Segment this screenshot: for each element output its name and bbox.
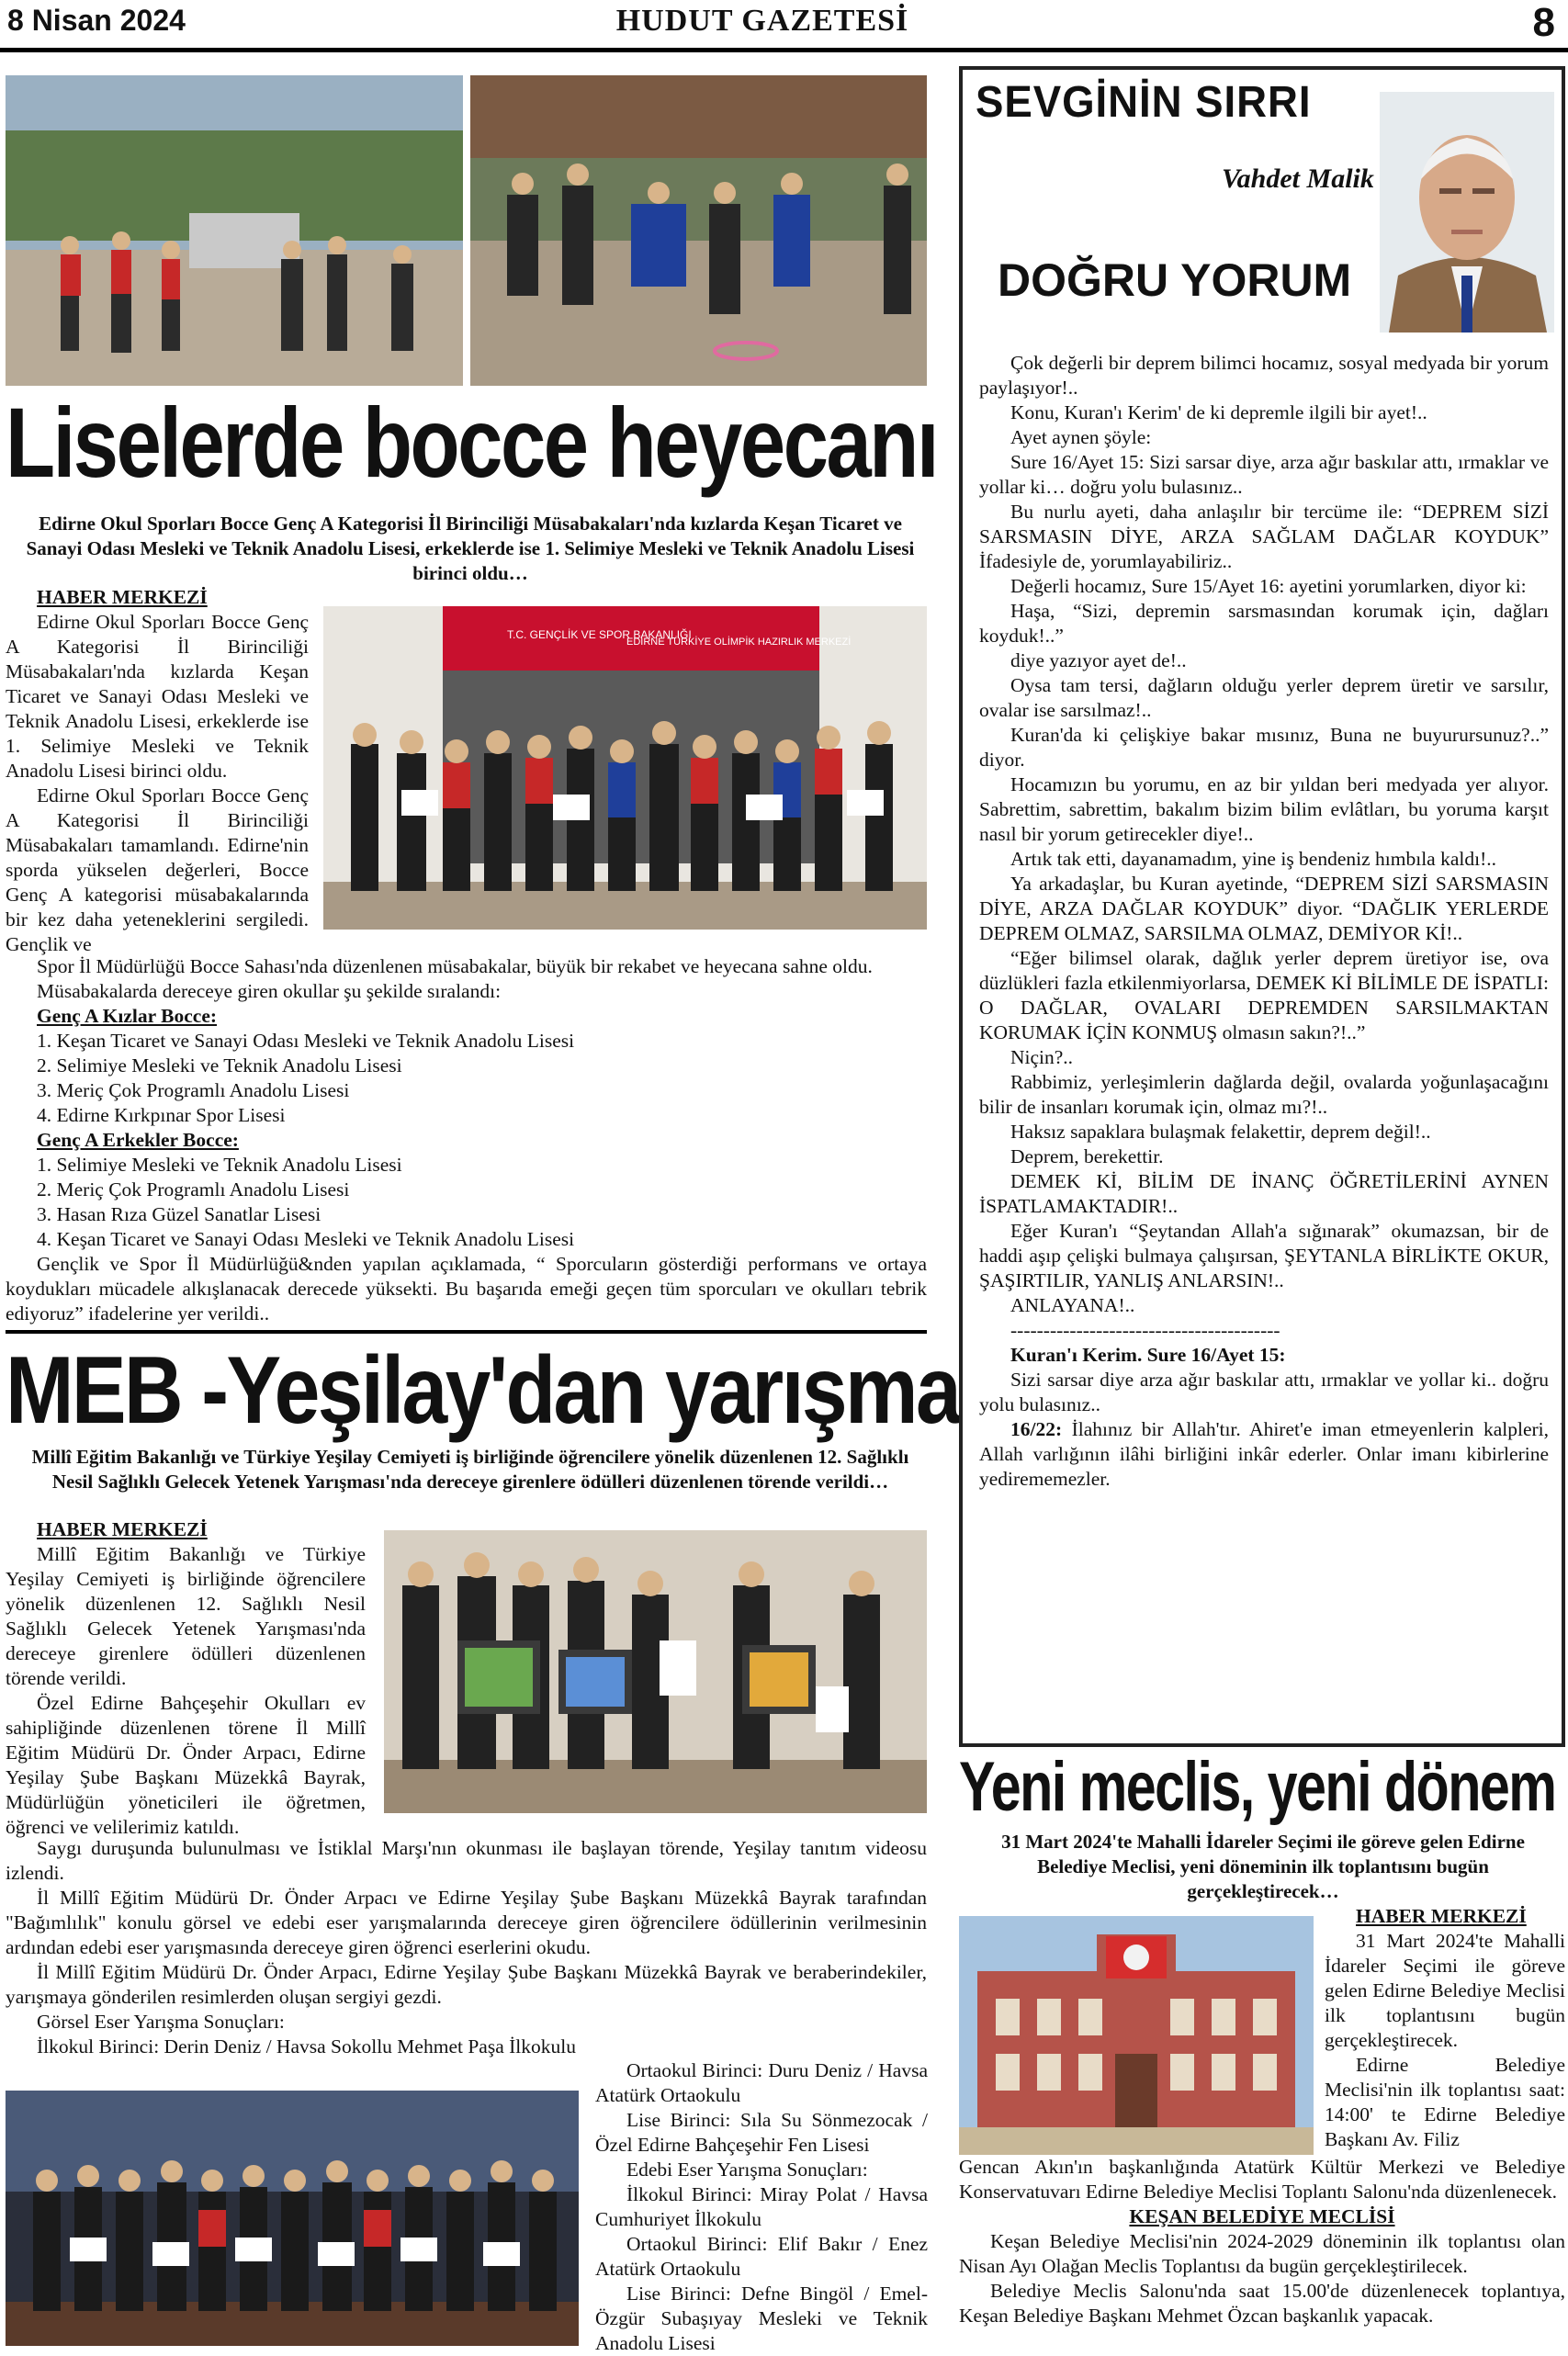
- bocce-body-wide: [6, 954, 927, 1326]
- column-subtitle: DOĞRU YORUM: [998, 254, 1352, 306]
- headline-yeni-meclis: Yeni meclis, yeni dönem: [959, 1748, 1556, 1826]
- kesan-subtitle: KEŞAN BELEDİYE MECLİSİ: [1129, 2205, 1395, 2227]
- girls-2: 2. Selimiye Mesleki ve Teknik Anadolu Lisesi: [37, 1054, 402, 1077]
- meb-body-wide: [6, 1836, 927, 2059]
- meb-body-narrow: [6, 1517, 366, 1840]
- meb-para-5: İl Millî Eğitim Müdürü Dr. Önder Arpacı, Edirne Yeşilay Şube Başkanı Müzekkâ Bayrak ve beraberindekiler, yarışmaya gönderilen resimlerden oluşan sergiyi gezdi.: [6, 1961, 927, 2008]
- photo-sign-left: T.C. GENÇLİK VE SPOR BAKANLIĞI: [507, 628, 692, 641]
- meb-visual-results-title: Görsel Eser Yarışma Sonuçları:: [37, 2011, 285, 2033]
- bocce-intro: Müsabakalarda dereceye giren okullar şu şekilde sıralandı:: [37, 980, 502, 1002]
- issue-date: 8 Nisan 2024: [7, 4, 186, 37]
- column-para-17: Haksız sapaklara bulaşmak felakettir, deprem değil!..: [1010, 1121, 1431, 1143]
- column-ref-text: Sizi sarsar diye arza ağır baskılar attı, ırmaklar ve yollar ki.. doğru yolu bulasınız..: [979, 1369, 1549, 1415]
- meb-para-4: İl Millî Eğitim Müdürü Dr. Önder Arpacı ve Edirne Yeşilay Şube Başkanı Müzekkâ Bayrak tarafından "Bağımlılık" konulu görsel ve edebi eser yarışmalarında dereceye giren öğrencilere ödüllerinin verilmesinin ardından edebi eser yarışmasında dereceye giren öğrenci eserlerini okudu.: [6, 1887, 927, 1958]
- meb-ceremony-photo: [6, 2091, 579, 2346]
- column-para-11: Hocamızın bu yorumu, en az bir yıldan beri medyada yer alıyor. Sabrettim, sabrettim, bakalım bizim bilim evlâtları, bu yoruma karşıt nasıl bir yorum getirecekler diye!..: [979, 773, 1549, 845]
- kesan-para-1: Keşan Belediye Meclisi'nin 2024-2029 döneminin ilk toplantısı olan Nisan Ayı Olağan Meclis Toplantısı da bugün gerçekleştirilecek.: [959, 2230, 1565, 2277]
- meclis-body-wide: [959, 2155, 1565, 2328]
- column-para-9: Oysa tam tersi, dağların olduğu yerler deprem üretir ve sarsılır, ovalar ise sarsılmaz!..: [979, 674, 1549, 721]
- bocce-group-photo: [323, 606, 927, 930]
- meb-para-2: Özel Edirne Bahçeşehir Okulları ev sahipliğinde düzenlenen törene İl Millî Eğitim Müdürü Dr. Önder Arpacı, Edirne Yeşilay Şube Başkanı Müzekkâ Bayrak, Müdürlüğün yöneticileri ile öğretmen, öğrenci ve velilerimiz katıldı.: [6, 1692, 366, 1838]
- meb-literary-primary: İlkokul Birinci: Miray Polat / Havsa Cumhuriyet İlkokulu: [595, 2183, 928, 2230]
- bocce-para-1: Edirne Okul Sporları Bocce Genç A Kategorisi İl Birinciliği Müsabakaları'nda kızlarda Keşan Ticaret ve Sanayi Odası Mesleki ve Teknik Anadolu Lisesi, erkeklerde ise 1. Selimiye Mesleki ve Teknik Anadolu Lisesi birinci oldu.: [6, 611, 309, 782]
- meb-body-right: [595, 2058, 928, 2356]
- girls-3: 3. Meriç Çok Programlı Anadolu Lisesi: [37, 1079, 350, 1101]
- bocce-photo-right: [470, 75, 927, 386]
- page-number: 8: [1532, 0, 1555, 45]
- bocce-photo-left: [6, 75, 463, 386]
- column-para-19: DEMEK Kİ, BİLİM DE İNANÇ ÖĞRETİLERİNİ AYNEN İSPATLAMAKTADIR!..: [979, 1170, 1549, 1217]
- column-author: Vahdet Malik: [1222, 163, 1374, 194]
- bocce-body-narrow: [6, 585, 309, 957]
- column-para-7: Haşa, “Sizi, depremin sarsmasından korumak için, dağları koyduk!..”: [979, 600, 1549, 647]
- meb-literary-middle: Ortaokul Birinci: Elif Bakır / Enez Atatürk Ortaokulu: [595, 2233, 928, 2280]
- column-para-14: “Eğer bilimsel olarak, dağlık yerler deprem üretiyor ise, ova düzlükleri fazla etkilenmiyorlarsa, DEMEK Kİ BİLİMLE DE İSPATLI: O DAĞLAR, OVALARI DEPREMDEN SARSILMAKTAN KORUMAK İÇİN KONMUŞ olmasın sakın?!..”: [979, 947, 1549, 1043]
- column-para-4: Sure 16/Ayet 15: Sizi sarsar diye, arza ağır baskılar attı, ırmaklar ve yollar ki… doğru yolu bulasınız..: [979, 451, 1549, 498]
- column-ref2-text: İlahınız bir Allah'tır. Ahiret'e iman etmeyenlerin kalpleri, Allah varlığının ilâhi birliğini inkâr ederler. Onlar imanı kibirlerine yedirememezler.: [979, 1418, 1549, 1490]
- column-para-13: Ya arkadaşlar, bu Kuran ayetinde, “DEPREM SİZİ SARSMASIN DİYE, ARZA DAĞLAR KOYDUK” diyor. “DAĞLIK YERLERDE DEPREM OLMAZ, SARSILMA OLMAZ, DEMİYOR Kİ!..: [979, 873, 1549, 944]
- meb-para-1: Millî Eğitim Bakanlığı ve Türkiye Yeşilay Cemiyeti iş birliğinde öğrencilere yönelik düzenlenen 12. Sağlıklı Nesil Sağlıklı Gelecek Yetenek Yarışması'nda dereceye girenlere ödülleri düzenlenen törende verildi.: [6, 1543, 366, 1689]
- meb-literary-title: Edebi Eser Yarışma Sonuçları:: [626, 2159, 868, 2181]
- meb-visual-middle: Ortaokul Birinci: Duru Deniz / Havsa Atatürk Ortaokulu: [595, 2059, 928, 2106]
- meclis-para-1: 31 Mart 2024'te Mahalli İdareler Seçimi ile göreve gelen Edirne Belediye Meclisi ilk toplantısını bugün gerçekleştirecek.: [1325, 1930, 1565, 2051]
- boys-3: 3. Hasan Rıza Güzel Sanatlar Lisesi: [37, 1203, 321, 1225]
- column-para-15: Niçin?..: [1010, 1046, 1074, 1068]
- column-para-10: Kuran'da ki çelişkiye bakar mısınız, Buna ne buyurursunuz?..” diyor.: [979, 724, 1549, 771]
- author-portrait: [1380, 92, 1554, 333]
- column-ref2-label: 16/22:: [1010, 1418, 1063, 1440]
- headline-bocce: Liselerde bocce heyecanı: [6, 387, 938, 498]
- girls-title: Genç A Kızlar Bocce:: [37, 1005, 218, 1027]
- meclis-para-3: Gencan Akın'ın başkanlığında Atatürk Kültür Merkezi ve Belediye Konservatuvarı Edirne Belediye Meclisi Toplantı Salonu'nda düzenlenecek.: [959, 2156, 1565, 2203]
- bocce-closing: Gençlik ve Spor İl Müdürlüğü&nden yapılan açıklamada, “ Sporcuların gösterdiği performans ve ortaya koydukları mücadele alkışlanacak derecede yüksekti. Bu başarıda emeği geçen tüm sporcuları ve okulları tebrik ediyoruz” ifadelerine yer verildi..: [6, 1253, 927, 1325]
- newspaper-name: HUDUT GAZETESİ: [615, 4, 909, 38]
- meclis-summary: 31 Mart 2024'te Mahalli İdareler Seçimi ile göreve gelen Edirne Belediye Meclisi, yeni döneminin ilk toplantısını bugün gerçekleştirecek…: [1001, 1831, 1525, 1902]
- column-ref2: [979, 1417, 1549, 1492]
- column-divider: -----------------------------------------: [1010, 1319, 1280, 1341]
- column-para-20: Eğer Kuran'ı “Şeytandan Allah'a sığınarak” okumazsan, bir de haddi aşıp çelişki bulmaya çalışırsan, ŞEYTANLA BİRLİKTE OKUR, ŞAŞIRTILIR, YANLIŞ ANLARSIN!..: [979, 1220, 1549, 1291]
- article-divider: [6, 1330, 927, 1334]
- headline-meb-yesilay: MEB -Yeşilay'dan yarışma: [6, 1337, 960, 1444]
- column-para-16: Rabbimiz, yerleşimlerin dağlarda değil, ovalarda yoğunlaşacağını bilir de insanları korumak için, olmaz mı?!..: [979, 1071, 1549, 1118]
- column-para-6: Değerli hocamız, Sure 15/Ayet 16: ayetini yorumlarken, diyor ki:: [1010, 575, 1527, 597]
- boys-2: 2. Meriç Çok Programlı Anadolu Lisesi: [37, 1178, 350, 1201]
- bocce-para-2: Edirne Okul Sporları Bocce Genç A Kategorisi İl Birinciliği Müsabakaları tamamlandı. Edirne'nin sporda yükselen değerleri, Bocce Genç A kategorisi müsabakalarında bir kez daha yeteneklerini sergiledi. Gençlik ve: [6, 784, 309, 955]
- column-para-8: diye yazıyor ayet de!..: [1010, 649, 1187, 671]
- bocce-summary: Edirne Okul Sporları Bocce Genç A Kategorisi İl Birinciliği Müsabakaları'nda kızlarda Keşan Ticaret ve Sanayi Odası Mesleki ve Teknik Anadolu Lisesi, erkeklerde ise 1. Selimiye Mesleki ve Teknik Anadolu Lisesi birinci oldu…: [26, 513, 915, 584]
- column-para-5: Bu nurlu ayeti, daha anlaşılır bir tercüme ile: “DEPREM SİZİ SARSMASIN DİYE, ARZA SAĞLAM DAĞLAR KOYDUK” İfadesiyle de, yorumlayabiliriz..: [979, 501, 1549, 572]
- column-para-21: ANLAYANA!..: [1010, 1294, 1135, 1316]
- boys-1: 1. Selimiye Mesleki ve Teknik Anadolu Lisesi: [37, 1154, 402, 1176]
- meb-visual-primary: İlkokul Birinci: Derin Deniz / Havsa Sokollu Mehmet Paşa İlkokulu: [37, 2035, 576, 2057]
- meclis-byline: HABER MERKEZİ: [1356, 1905, 1527, 1927]
- photo-sign-right: EDİRNE TÜRKİYE OLİMPİK HAZIRLIK MERKEZİ: [626, 637, 852, 648]
- girls-4: 4. Edirne Kırkpınar Spor Lisesi: [37, 1104, 286, 1126]
- girls-1: 1. Keşan Ticaret ve Sanayi Odası Mesleki ve Teknik Anadolu Lisesi: [37, 1030, 575, 1052]
- boys-4: 4. Keşan Ticaret ve Sanayi Odası Mesleki ve Teknik Anadolu Lisesi: [37, 1228, 575, 1250]
- column-para-12: Artık tak etti, dayanamadım, yine iş bendeniz hımbıla kaldı!..: [1010, 848, 1496, 870]
- column-ref-title: Kuran'ı Kerim. Sure 16/Ayet 15:: [1010, 1344, 1286, 1366]
- bocce-para-3: Spor İl Müdürlüğü Bocce Sahası'nda düzenlenen müsabakalar, büyük bir rekabet ve heyecana sahne oldu.: [37, 955, 873, 977]
- bocce-byline: HABER MERKEZİ: [37, 586, 208, 608]
- meb-para-3: Saygı duruşunda bulunulması ve İstiklal Marşı'nın okunması ile başlayan törende, Yeşilay tanıtım videosu izlendi.: [6, 1837, 927, 1884]
- column-para-1: Çok değerli bir deprem bilimci hocamız, sosyal medyada bir yorum paylaşıyor!..: [979, 352, 1549, 399]
- meclis-building-photo: [959, 1916, 1314, 2155]
- column-body: [979, 351, 1549, 1492]
- kesan-para-2: Belediye Meclis Salonu'nda saat 15.00'de düzenlenecek toplantıya, Keşan Belediye Başkanı Mehmet Özcan başkanlık yapacak.: [959, 2280, 1565, 2327]
- column-title: SEVGİNİN SIRRI: [976, 78, 1312, 127]
- meb-literary-high: Lise Birinci: Defne Bingöl / Emel-Özgür Subaşıyay Mesleki ve Teknik Anadolu Lisesi: [595, 2283, 928, 2354]
- meb-byline: HABER MERKEZİ: [37, 1518, 208, 1540]
- header-rule: [0, 48, 1568, 52]
- meb-summary: Millî Eğitim Bakanlığı ve Türkiye Yeşilay Cemiyeti iş birliğinde öğrencilere yönelik düzenlenen 12. Sağlıklı Nesil Sağlıklı Gelecek Yetenek Yarışması'nda dereceye girenlere ödülleri düzenlenen törende verildi…: [31, 1446, 909, 1493]
- column-para-3: Ayet aynen şöyle:: [1010, 426, 1152, 448]
- meclis-para-2: Edirne Belediye Meclisi'nin ilk toplantısı saat: 14:00' te Edirne Belediye Başkanı Av. Filiz: [1325, 2054, 1565, 2150]
- column-para-2: Konu, Kuran'ı Kerim' de ki depremle ilgili bir ayet!..: [1010, 401, 1427, 423]
- column-para-18: Deprem, berekettir.: [1010, 1145, 1164, 1167]
- page-header: [0, 0, 1568, 48]
- meclis-body-narrow: [1325, 1904, 1565, 2152]
- boys-title: Genç A Erkekler Bocce:: [37, 1129, 239, 1151]
- meb-exhibition-photo: [384, 1530, 927, 1813]
- meb-visual-high: Lise Birinci: Sıla Su Sönmezocak / Özel Edirne Bahçeşehir Fen Lisesi: [595, 2109, 928, 2156]
